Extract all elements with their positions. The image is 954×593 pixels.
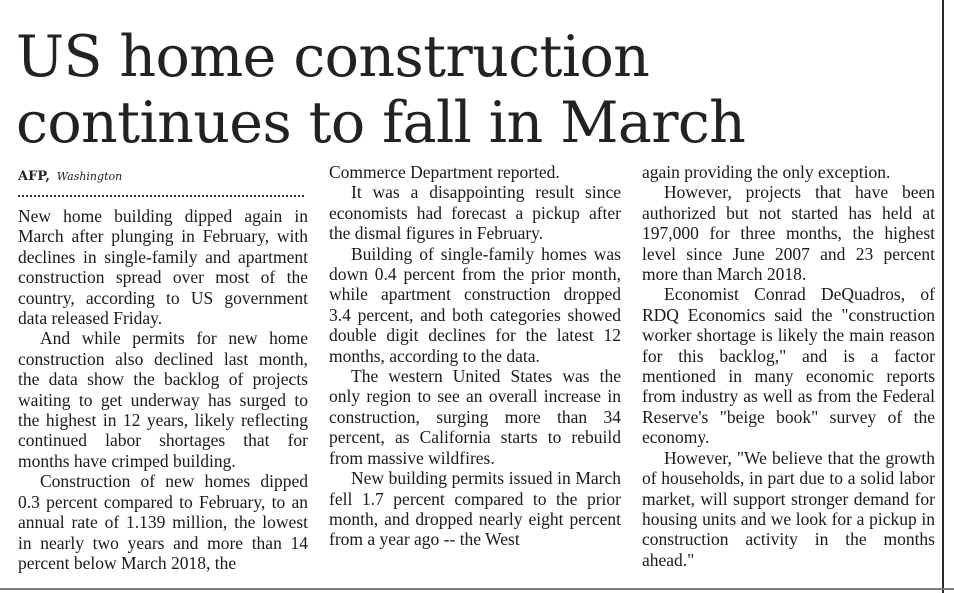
- byline: [18, 168, 122, 185]
- paragraph: New home building dipped again in March after plunging in February, with declines in single-family and apartment construction spread over most of the country, according to US government data released Friday.: [18, 206, 308, 329]
- paragraph-continued: again providing the only exception.: [642, 162, 891, 182]
- paragraph: However, projects that have been authorized but not started has held at 197,000 for three months, the highest level since June 2007 and 23 percent more than March 2018.: [642, 182, 935, 285]
- column-rule-right: [942, 0, 944, 593]
- dotted-divider: [18, 195, 304, 197]
- paragraph: New building permits issued in March fell 1.7 percent compared to the prior month, and dropped nearly eight percent from a year ago -- the West: [329, 468, 621, 550]
- byline-agency: AFP,: [18, 169, 50, 184]
- paragraph: Economist Conrad DeQuadros, of RDQ Economics said the "construction worker shortage is likely the main reason for this backlog," and is a factor mentioned in many economic reports from industry as well as from the Federal Reserve's "beige book" survey of the economy.: [642, 284, 935, 448]
- article-column-3: [642, 162, 935, 570]
- paragraph: Construction of new homes dipped 0.3 percent compared to February, to an annual rate of 1.139 million, the lowest in nearly two years and more than 14 percent below March 2018, the: [18, 471, 308, 573]
- paragraph: Building of single-family homes was down 0.4 percent from the prior month, while apartment construction dropped 3.4 percent, and both categories showed double digit declines for the latest 12 months, according to the data.: [329, 243, 621, 366]
- paragraph: And while permits for new home construction also declined last month, the data show the backlog of projects waiting to get underway has surged to the highest in 12 years, likely reflecting continued labor shortages that for months have crimped building.: [18, 328, 308, 471]
- bottom-rule: [0, 588, 954, 590]
- article-column-2: [329, 162, 621, 550]
- paragraph: However, "We believe that the growth of households, in part due to a solid labor market, will support stronger demand for housing units and we look for a pickup in construction activity in the months ahead.": [642, 447, 935, 570]
- headline: US home construction continues to fall in March: [16, 24, 746, 156]
- article-column-1: [18, 206, 308, 573]
- paragraph-continued: Commerce Department reported.: [329, 162, 560, 182]
- paragraph: The western United States was the only region to see an overall increase in construction, surging more than 34 percent, as California starts to rebuild from massive wildfires.: [329, 366, 621, 468]
- byline-place: Washington: [56, 170, 123, 183]
- paragraph: It was a disappointing result since economists had forecast a pickup after the dismal figures in February.: [329, 182, 621, 244]
